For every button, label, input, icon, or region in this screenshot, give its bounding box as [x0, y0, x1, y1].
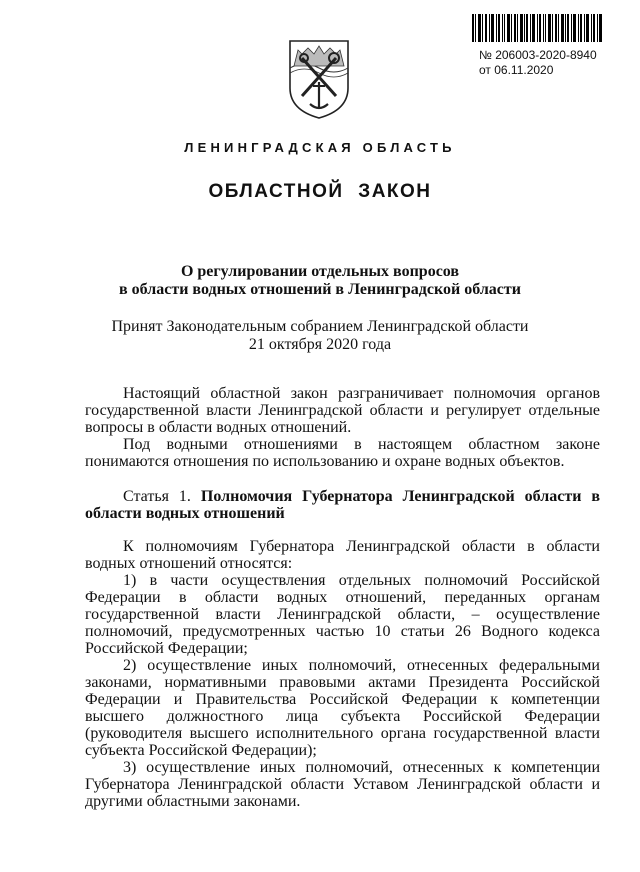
registration-number: № 206003-2020-8940 — [479, 48, 597, 62]
barcode-icon — [472, 14, 602, 42]
article-item: 1) в части осуществления отдельных полномочий Российской Федерации в области водных отношений, переданных органам государственной власти Ленинградской области, – осуществление полномочий, предусмотренных частью 10 статьи 26 Водного кодекса Российской Федерации; — [85, 572, 600, 657]
article-number: Статья 1. — [123, 488, 191, 505]
region-name: ЛЕНИНГРАДСКАЯ ОБЛАСТЬ — [184, 140, 456, 155]
preamble-paragraph: Под водными отношениями в настоящем областном законе понимаются отношения по использованию и охране водных объектов. — [85, 436, 600, 470]
adoption-date: 21 октября 2020 года — [248, 336, 392, 353]
article-intro: К полномочиям Губернатора Ленинградской области в области водных отношений относятся: — [85, 538, 600, 572]
adoption-note — [100, 318, 540, 354]
preamble-paragraph: Настоящий областной закон разграничивает полномочия органов государственной власти Ленинградской области и регулирует отдельные вопросы в области водных отношений. — [85, 385, 600, 436]
title-line-2: в области водных отношений в Ленинградской области — [119, 281, 521, 298]
title-line-1: О регулировании отдельных вопросов — [180, 263, 460, 280]
article-title: Полномочия Губернатора Ленинградской области в области водных отношений — [85, 488, 601, 522]
document-type: ОБЛАСТНОЙ ЗАКОН — [208, 181, 432, 202]
coat-of-arms-icon — [286, 38, 352, 120]
document-body — [85, 385, 600, 810]
article-item: 2) осуществление иных полномочий, отнесенных федеральными законами, нормативными правовыми актами Президента Российской Федерации и Правительства Российской Федерации к компетенции высшего должностного лица субъекта Российской Федерации (руководителя высшего исполнительного органа государственной власти субъекта Российской Федерации); — [85, 657, 600, 759]
document-title — [100, 263, 540, 299]
article-item: 3) осуществление иных полномочий, отнесенных к компетенции Губернатора Ленинградской области Уставом Ленинградской области и другими областными законами. — [85, 759, 600, 810]
registration-info — [479, 48, 597, 78]
article-heading — [85, 488, 600, 522]
adoption-line-1: Принят Законодательным собранием Ленинградской области — [111, 318, 529, 335]
registration-date: от 06.11.2020 — [479, 63, 554, 77]
